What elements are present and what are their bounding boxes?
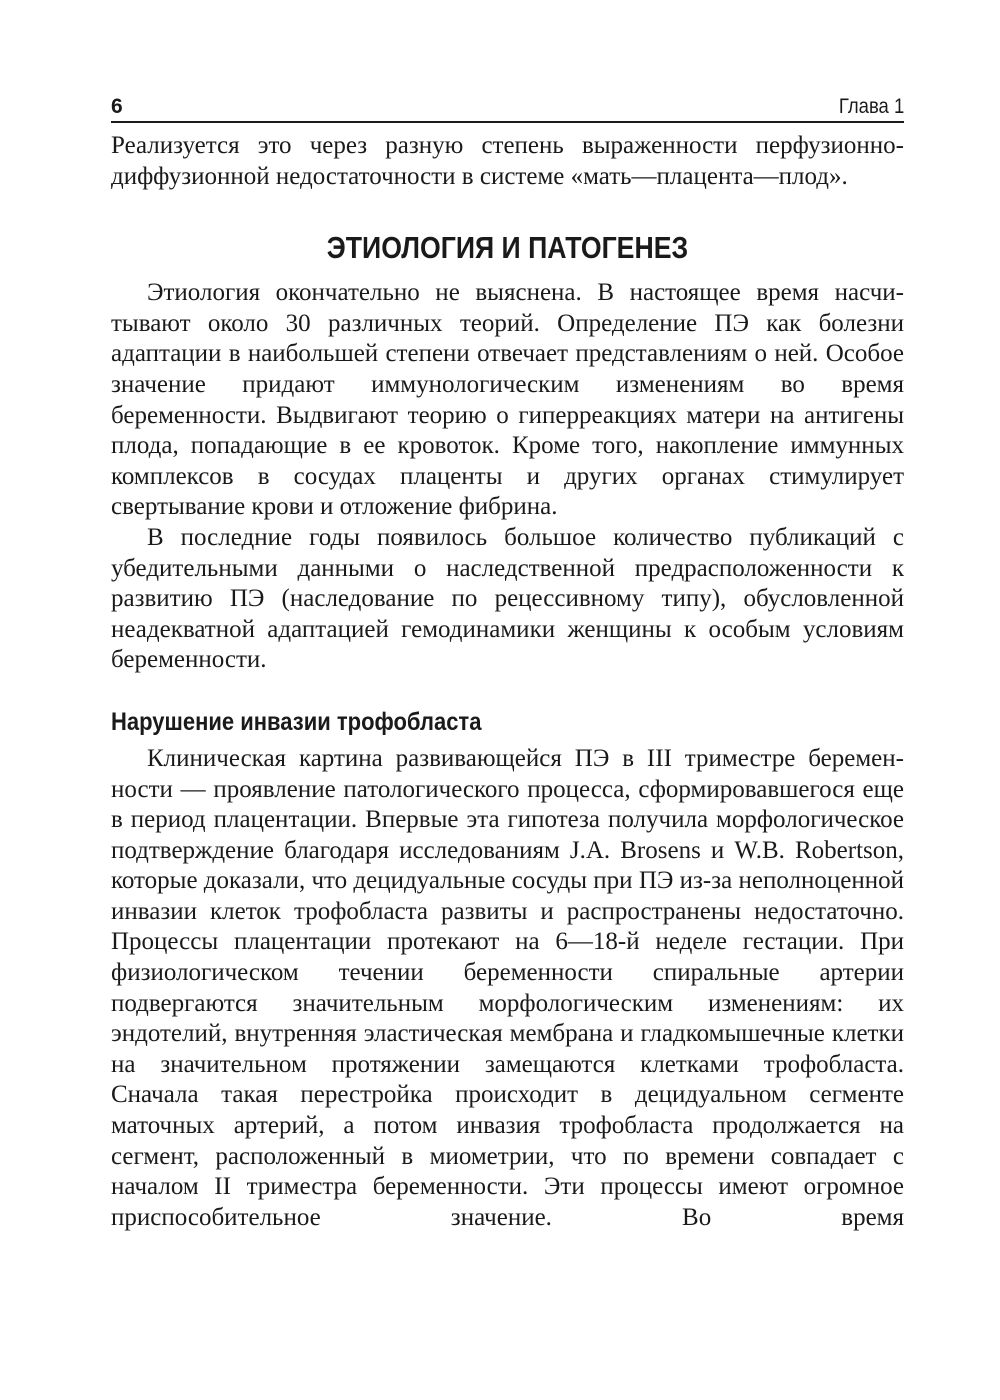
subsection-paragraph: Клиническая картина развивающейся ПЭ в III триместре беременности — проявление патологического процесса, сформировавшегося еще в период плацентации. Впервые эта гипотеза получила морфологическое подтверждение благодаря исследованиям J.A. Brosens и W.B. Robertson, которые доказали, что децидуальные сосуды при ПЭ из-за неполноценной инвазии клеток трофобласта развиты и распространены недостаточно. Процессы плацентации протекают на 6—18-й неделе гестации. При физиологическом течении беременности спиральные артерии подвергаются значительным морфологическим изменениям: их эндотелий, внутренняя эластическая мембрана и гладкомышечные клетки на значительном протяжении замещаются клетками трофобласта. Сначала такая перестройка происходит в децидуальном сегменте маточных артерий, а потом инвазия трофобласта продолжается на сегмент, расположенный в миометрии, что по времени совпадает с началом II триместра беременности. Эти процессы имеют огромное приспособительное значение. Во время: [111, 744, 904, 1231]
chapter-label: Глава 1: [838, 95, 904, 118]
section-paragraph-1: Этиология окончательно не выяснена. В настоящее время насчитывают около 30 различных теорий. Определение ПЭ как болезни адаптации в наибольшей степени отвечает представлениям о ней. Особое значение придают иммунологическим изменениям во время беременности. Выдвигают теорию о гиперреакциях матери на антигены плода, попадающие в ее кровоток. Кроме того, накопление иммунных комплексов в сосудах плаценты и других органах стимулирует свертывание крови и отложение фибрина.: [111, 279, 904, 521]
intro-paragraph: Реализуется это через разную степень выраженности перфузионно-диффузионной недостаточности в системе «мать—плацента—плод».: [111, 132, 904, 190]
book-page: [111, 86, 904, 1233]
page-number: 6: [111, 95, 123, 118]
section-heading: ЭТИОЛОГИЯ И ПАТОГЕНЕЗ: [326, 230, 689, 266]
running-header: [111, 86, 904, 123]
section-paragraph-2: В последние годы появилось большое количество публикаций с убедительными данными о наследственной предрасположенности к развитию ПЭ (наследование по рецессивному типу), обусловленной неадекватной адаптацией гемодинамики женщины к особым условиям беременности.: [111, 523, 904, 674]
subsection-heading: Нарушение инвазии трофобласта: [111, 707, 482, 736]
